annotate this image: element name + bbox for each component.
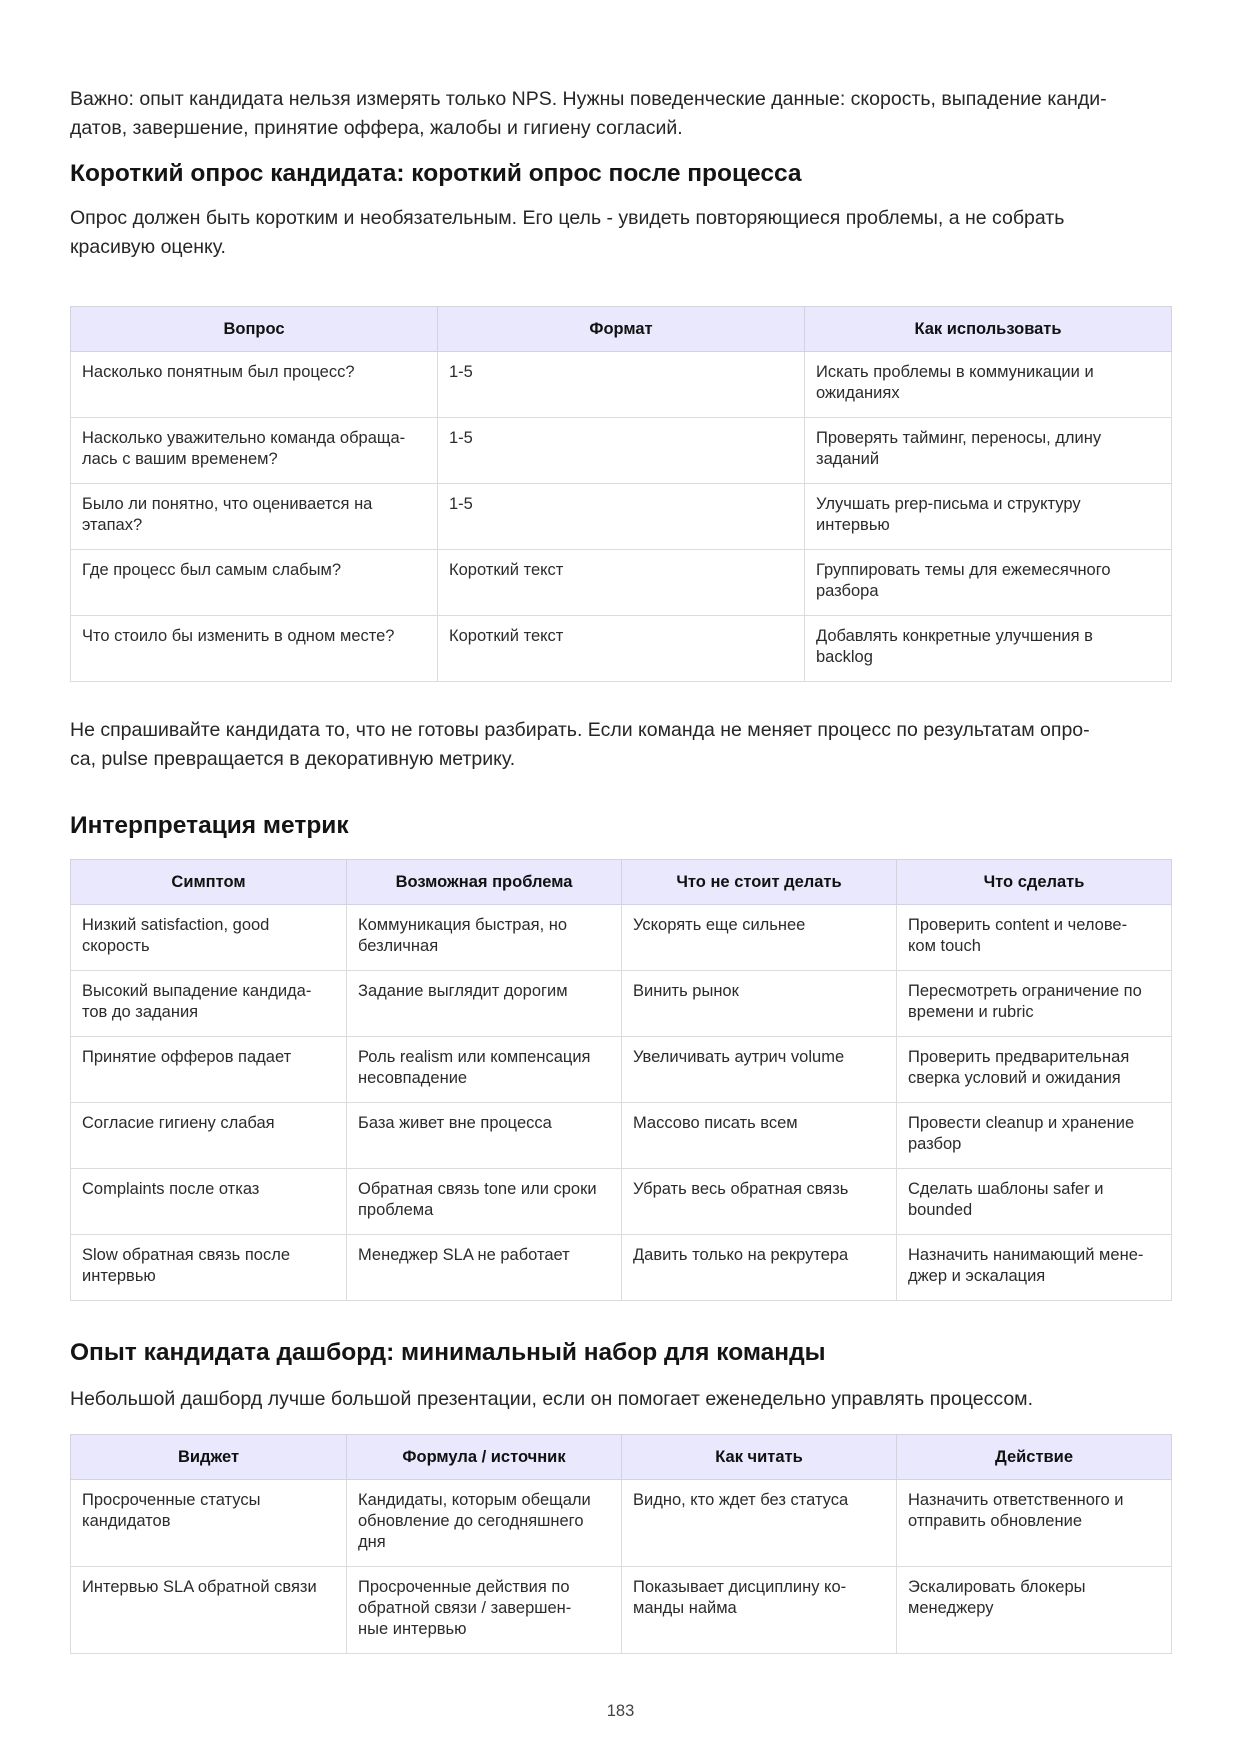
table-header-row: [71, 860, 1172, 905]
column-header: Что не стоит делать: [622, 860, 897, 905]
column-header: Действие: [897, 1435, 1172, 1480]
column-header: Что сделать: [897, 860, 1172, 905]
table-row: [71, 1169, 1172, 1235]
table-cell: 1-5: [438, 352, 805, 418]
table-row: [71, 1567, 1172, 1654]
dashboard-table: [70, 1434, 1172, 1654]
table-cell: Улучшать prep-письма и структуру интервью: [805, 484, 1172, 550]
table-cell: Винить рынок: [622, 971, 897, 1037]
column-header: Как использовать: [805, 307, 1172, 352]
table-cell: Короткий текст: [438, 616, 805, 682]
column-header: Виджет: [71, 1435, 347, 1480]
table-cell: Роль realism или компенсация несовпадение: [347, 1037, 622, 1103]
table-cell: Где процесс был самым слабым?: [71, 550, 438, 616]
table-cell: Видно, кто ждет без статуса: [622, 1480, 897, 1567]
table-cell: Сделать шаблоны safer и bounded: [897, 1169, 1172, 1235]
table-cell: Ускорять еще сильнее: [622, 905, 897, 971]
table-cell: Проверять тайминг, переносы, длину заданий: [805, 418, 1172, 484]
table-cell: Насколько уважительно команда обраща- лась с вашим временем?: [71, 418, 438, 484]
table-cell: Slow обратная связь после интервью: [71, 1235, 347, 1301]
table-cell: Высокий выпадение кандида- тов до задания: [71, 971, 347, 1037]
table-cell: Менеджер SLA не работает: [347, 1235, 622, 1301]
table-cell: Насколько понятным был процесс?: [71, 352, 438, 418]
table-row: [71, 616, 1172, 682]
table-cell: Согласие гигиену слабая: [71, 1103, 347, 1169]
table-cell: 1-5: [438, 418, 805, 484]
column-header: Как читать: [622, 1435, 897, 1480]
column-header: Симптом: [71, 860, 347, 905]
intro-note: Важно: опыт кандидата нельзя измерять только NPS. Нужны поведенческие данные: скорость, выпадение канди- датов, завершение, принятие оффера, жалобы и гигиену согласий.: [70, 88, 1107, 139]
table-row: [71, 1480, 1172, 1567]
survey-table: [70, 306, 1172, 682]
table-cell: Давить только на рекрутера: [622, 1235, 897, 1301]
table-row: [71, 352, 1172, 418]
column-header: Возможная проблема: [347, 860, 622, 905]
dashboard-intro: Небольшой дашборд лучше большой презентации, если он помогает еженедельно управлять процессом.: [70, 1388, 1034, 1410]
column-header: Формат: [438, 307, 805, 352]
dashboard-heading: Опыт кандидата дашборд: минимальный набор для команды: [70, 1339, 826, 1366]
dashboard-table-wrap: [70, 1434, 1172, 1654]
survey-heading: Короткий опрос кандидата: короткий опрос после процесса: [70, 160, 802, 187]
table-cell: Интервью SLA обратной связи: [71, 1567, 347, 1654]
page-number: 183: [606, 1702, 635, 1720]
table-cell: Низкий satisfaction, good скорость: [71, 905, 347, 971]
table-row: [71, 550, 1172, 616]
table-row: [71, 418, 1172, 484]
metrics-table-wrap: [70, 859, 1172, 1301]
table-cell: Обратная связь tone или сроки проблема: [347, 1169, 622, 1235]
metrics-heading: Интерпретация метрик: [70, 812, 349, 839]
table-cell: База живет вне процесса: [347, 1103, 622, 1169]
table-cell: Искать проблемы в коммуникации и ожиданиях: [805, 352, 1172, 418]
survey-note: Не спрашивайте кандидата то, что не готовы разбирать. Если команда не меняет процесс по результатам опро- са, pulse превращается в декоративную метрику.: [70, 719, 1090, 770]
table-row: [71, 1103, 1172, 1169]
table-cell: Убрать весь обратная связь: [622, 1169, 897, 1235]
table-cell: 1-5: [438, 484, 805, 550]
table-row: [71, 971, 1172, 1037]
table-cell: Коммуникация быстрая, но безличная: [347, 905, 622, 971]
table-row: [71, 1037, 1172, 1103]
column-header: Формула / источник: [347, 1435, 622, 1480]
table-cell: Короткий текст: [438, 550, 805, 616]
table-cell: Проверить предварительная сверка условий и ожидания: [897, 1037, 1172, 1103]
table-cell: Просроченные действия по обратной связи / завершен- ные интервью: [347, 1567, 622, 1654]
table-cell: Просроченные статусы кандидатов: [71, 1480, 347, 1567]
survey-table-wrap: [70, 306, 1172, 682]
table-cell: Проверить content и челове- ком touch: [897, 905, 1172, 971]
table-row: [71, 484, 1172, 550]
table-header-row: [71, 1435, 1172, 1480]
table-cell: Было ли понятно, что оценивается на этапах?: [71, 484, 438, 550]
table-cell: Кандидаты, которым обещали обновление до сегодняшнего дня: [347, 1480, 622, 1567]
table-cell: Группировать темы для ежемесячного разбора: [805, 550, 1172, 616]
table-cell: Провести cleanup и хранение разбор: [897, 1103, 1172, 1169]
table-cell: Пересмотреть ограничение по времени и rubric: [897, 971, 1172, 1037]
table-header-row: [71, 307, 1172, 352]
table-cell: Массово писать всем: [622, 1103, 897, 1169]
table-cell: Назначить ответственного и отправить обновление: [897, 1480, 1172, 1567]
table-row: [71, 905, 1172, 971]
column-header: Вопрос: [71, 307, 438, 352]
table-cell: Эскалировать блокеры менеджеру: [897, 1567, 1172, 1654]
table-cell: Задание выглядит дорогим: [347, 971, 622, 1037]
survey-intro: Опрос должен быть коротким и необязательным. Его цель - увидеть повторяющиеся проблемы, а не собрать красивую оценку.: [70, 207, 1065, 258]
table-cell: Принятие офферов падает: [71, 1037, 347, 1103]
metrics-table: [70, 859, 1172, 1301]
table-cell: Complaints после отказ: [71, 1169, 347, 1235]
table-row: [71, 1235, 1172, 1301]
table-cell: Увеличивать аутрич volume: [622, 1037, 897, 1103]
table-cell: Назначить нанимающий мене- джер и эскалация: [897, 1235, 1172, 1301]
table-cell: Что стоило бы изменить в одном месте?: [71, 616, 438, 682]
table-cell: Добавлять конкретные улучшения в backlog: [805, 616, 1172, 682]
table-cell: Показывает дисциплину ко- манды найма: [622, 1567, 897, 1654]
